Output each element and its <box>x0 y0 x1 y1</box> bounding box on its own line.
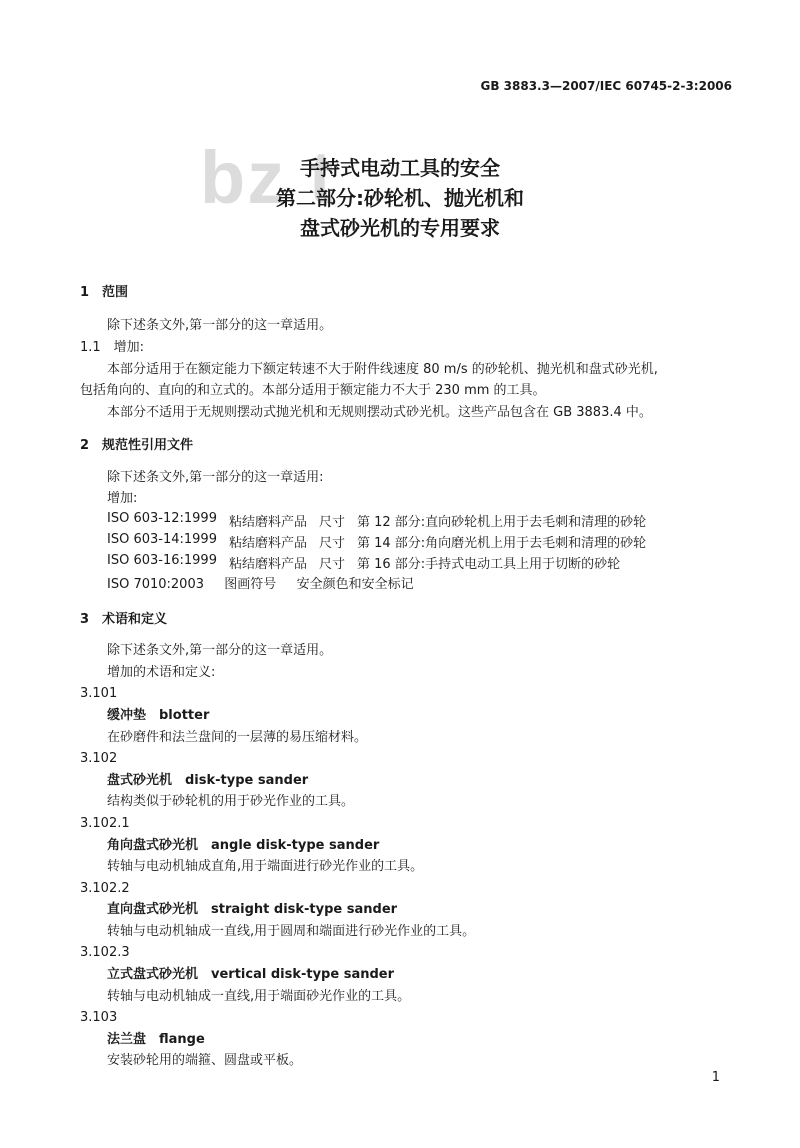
term-number: 3.102 <box>80 751 118 766</box>
section-1-intro: 除下述条文外,第一部分的这一章适用。 <box>107 318 333 333</box>
reference-code: ISO 603-14:1999 <box>107 532 217 547</box>
reference-part: 第 16 部分:手持式电动工具上用于切断的砂轮 <box>357 557 621 572</box>
reference-code: ISO 7010:2003 <box>107 577 204 592</box>
term-definition: 转轴与电动机轴成一直线,用于圆周和端面进行砂光作业的工具。 <box>107 924 476 939</box>
document-title <box>0 153 800 243</box>
term-definition: 安装砂轮用的端箍、圆盘或平板。 <box>107 1053 303 1068</box>
reference-code: ISO 603-16:1999 <box>107 553 217 568</box>
reference-part: 第 14 部分:角向磨光机上用于去毛刺和清理的砂轮 <box>357 536 647 551</box>
section-1-para-1b: 包括角向的、直向的和立式的。本部分适用于额定能力不大于 230 mm 的工具。 <box>80 383 546 398</box>
section-2-heading: 2 规范性引用文件 <box>80 438 194 453</box>
section-1-1-heading: 1.1 增加: <box>80 340 145 355</box>
term-number: 3.102.3 <box>80 945 130 960</box>
term-title: 立式盘式砂光机 vertical disk-type sander <box>107 967 395 982</box>
reference-part: 第 12 部分:直向砂轮机上用于去毛刺和清理的砂轮 <box>357 515 647 530</box>
section-2-intro: 除下述条文外,第一部分的这一章适用: <box>107 470 324 485</box>
reference-code: ISO 603-12:1999 <box>107 511 217 526</box>
reference-row <box>107 553 658 574</box>
term-definition: 转轴与电动机轴成直角,用于端面进行砂光作业的工具。 <box>107 859 424 874</box>
reference-title: 粘结磨料产品 <box>228 557 307 572</box>
reference-title: 粘结磨料产品 <box>228 536 307 551</box>
term-number: 3.103 <box>80 1010 118 1025</box>
reference-row <box>107 532 658 553</box>
reference-title: 粘结磨料产品 <box>228 515 307 530</box>
section-1-para-1a: 本部分适用于在额定能力下额定转速不大于附件线速度 80 m/s 的砂轮机、抛光机和盘式砂光机, <box>107 362 658 377</box>
term-number: 3.101 <box>80 686 118 701</box>
term-definition: 转轴与电动机轴成一直线,用于端面砂光作业的工具。 <box>107 989 411 1004</box>
title-line-2: 第二部分:砂轮机、抛光机和 <box>276 186 524 210</box>
term-number: 3.102.2 <box>80 881 130 896</box>
title-line-3: 盘式砂光机的专用要求 <box>300 216 500 240</box>
term-title: 角向盘式砂光机 angle disk-type sander <box>107 838 380 853</box>
reference-dimension: 尺寸 <box>318 557 345 572</box>
term-title: 缓冲垫 blotter <box>107 708 210 723</box>
reference-dimension: 尺寸 <box>318 536 345 551</box>
section-1-heading: 1 范围 <box>80 285 129 300</box>
term-number: 3.102.1 <box>80 816 130 831</box>
term-definition: 在砂磨件和法兰盘间的一层薄的易压缩材料。 <box>107 730 368 745</box>
term-title: 直向盘式砂光机 straight disk-type sander <box>107 902 398 917</box>
reference-row <box>107 511 658 532</box>
reference-title: 图画符号 <box>224 577 277 592</box>
page-number: 1 <box>711 1070 720 1085</box>
section-2-add: 增加: <box>107 491 138 506</box>
title-line-1: 手持式电动工具的安全 <box>300 156 500 180</box>
section-3-intro: 除下述条文外,第一部分的这一章适用。 <box>107 643 333 658</box>
standard-number: GB 3883.3—2007/IEC 60745-2-3:2006 <box>480 79 732 93</box>
normative-references <box>107 511 658 574</box>
term-title: 盘式砂光机 disk-type sander <box>107 773 309 788</box>
section-3-heading: 3 术语和定义 <box>80 612 168 627</box>
watermark: bz t <box>200 136 336 219</box>
reference-dimension: 尺寸 <box>318 515 345 530</box>
reference-row-iso7010 <box>107 575 414 595</box>
section-1-para-2: 本部分不适用于无规则摆动式抛光机和无规则摆动式砂光机。这些产品包含在 GB 3883.4 中。 <box>107 405 652 420</box>
section-3-add: 增加的术语和定义: <box>107 665 216 680</box>
reference-part: 安全颜色和安全标记 <box>296 577 414 592</box>
term-definition: 结构类似于砂轮机的用于砂光作业的工具。 <box>107 794 355 809</box>
term-title: 法兰盘 flange <box>107 1032 205 1047</box>
